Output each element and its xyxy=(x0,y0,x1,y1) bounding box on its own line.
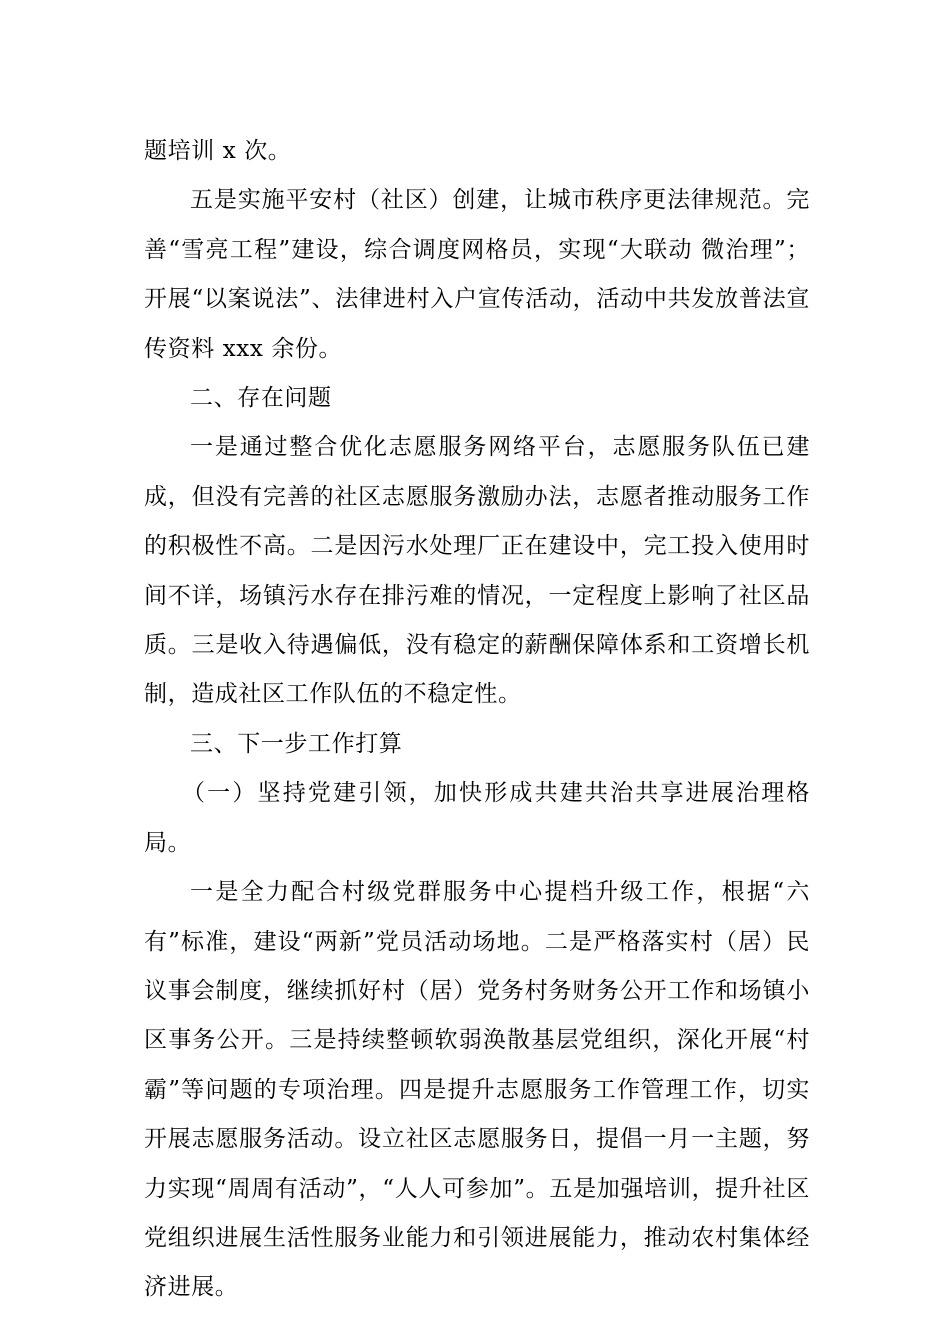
paragraph-continuation: 题培训 x 次。 xyxy=(144,138,292,164)
paragraph-next-steps: 一是全力配合村级党群服务中心提档升级工作，根据“六有”标准，建设“两新”党员活动场地。二是严格落实村（居）民议事会制度，继续抓好村（居）党务村务财务公开工作和场镇小区事务公开。三是持续整顿软弱涣散基层党组织，深化开展“村霸”等问题的专项治理。四是提升志愿服务工作管理工作，切实开展志愿服务活动。设立社区志愿服务日，提倡一月一主题，努力实现“周周有活动”，“人人可参加”。五是加强培训，提升社区党组织进展生活性服务业能力和引领进展能力，推动农村集体经济进展。 xyxy=(144,879,810,1301)
document-body xyxy=(144,127,810,1313)
paragraph-problems: 一是通过整合优化志愿服务网络平台，志愿服务队伍已建成，但没有完善的社区志愿服务激励办法，志愿者推动服务工作的积极性不高。二是因污水处理厂正在建设中，完工投入使用时间不详，场镇污水存在排污难的情况，一定程度上影响了社区品质。三是收入待遇偏低，没有稳定的薪酬保障体系和工资增长机制，造成社区工作队伍的不稳定性。 xyxy=(144,434,810,708)
paragraph-safe-community: 五是实施平安村（社区）创建，让城市秩序更法律规范。完善“雪亮工程”建设，综合调度网格员，实现“大联动 微治理”；开展“以案说法”、法律进村入户宣传活动，活动中共发放普法宣传资料 xxx 余份。 xyxy=(144,187,810,362)
section-heading-problems: 二、存在问题 xyxy=(190,385,332,412)
subsection-heading-party-building: （一）坚持党建引领，加快形成共建共治共享进展治理格局。 xyxy=(144,780,810,856)
section-heading-next-steps: 三、下一步工作打算 xyxy=(190,730,403,757)
